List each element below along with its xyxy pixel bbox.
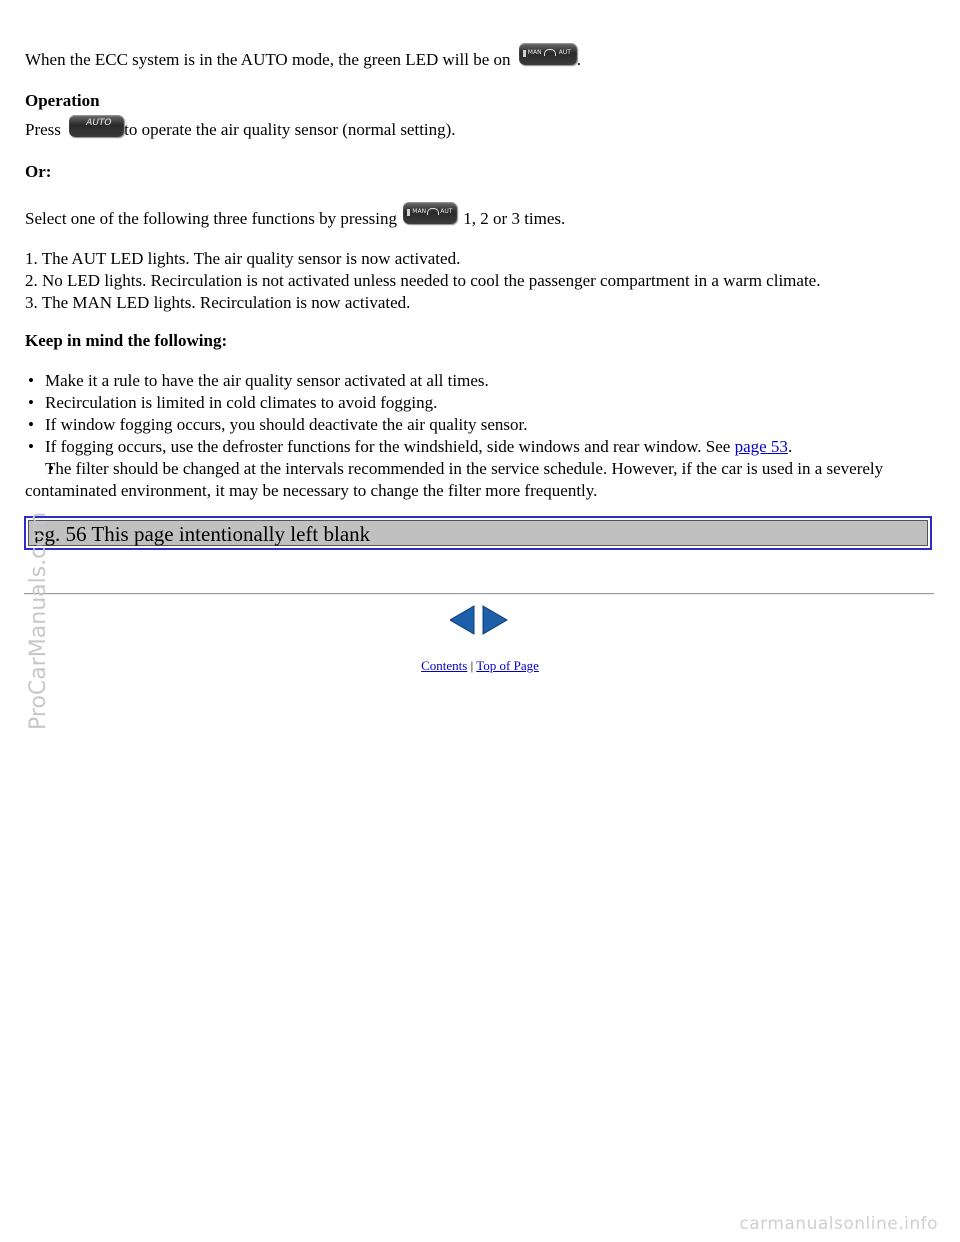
blank-page-text: pg. 56 This page intentionally left blank — [28, 520, 928, 546]
blank-page-banner — [24, 516, 932, 550]
man-aut-button-icon: MAN AUT — [519, 43, 577, 65]
page-53-link[interactable]: page 53 — [734, 437, 788, 456]
list-item: • If window fogging occurs, you should deactivate the air quality sensor. — [25, 414, 935, 436]
auto-button-icon: AUTO — [69, 115, 124, 137]
site-brand: carmanualsonline.info — [739, 1214, 938, 1234]
step-item: 1. The AUT LED lights. The air quality sensor is now activated. — [25, 249, 461, 268]
list-item: • Make it a rule to have the air quality sensor activated at all times. — [25, 370, 935, 392]
intro-paragraph: When the ECC system is in the AUTO mode, the green LED will be on MAN AUT . — [25, 49, 581, 71]
top-of-page-link[interactable]: Top of Page — [476, 658, 539, 673]
or-heading: Or: — [25, 162, 52, 181]
press-paragraph: Press AUTO to operate the air quality sensor (normal setting). — [25, 119, 456, 141]
divider — [24, 593, 934, 595]
contents-link[interactable]: Contents — [421, 658, 468, 673]
man-aut-button-icon: MAN AUT — [403, 202, 457, 224]
keep-in-mind-heading: Keep in mind the following: — [25, 331, 228, 350]
footer-separator: | — [470, 658, 474, 673]
footer-links — [0, 655, 960, 677]
previous-page-arrow-icon[interactable] — [450, 606, 474, 634]
page-navigation — [450, 605, 510, 635]
list-item: • The filter should be changed at the intervals recommended in the service schedule. However, if the car is used in a severely contaminated environment, it may be necessary to change the filter more frequently. — [25, 458, 935, 502]
list-item: • Recirculation is limited in cold climates to avoid fogging. — [25, 392, 935, 414]
watermark: ProCarManuals.com — [26, 511, 51, 730]
next-page-arrow-icon[interactable] — [483, 606, 507, 634]
step-item: 2. No LED lights. Recirculation is not activated unless needed to cool the passenger compartment in a warm climate. — [25, 271, 821, 290]
operation-heading: Operation — [25, 91, 100, 110]
list-item: • If fogging occurs, use the defroster functions for the windshield, side windows and rear window. See page 53. — [25, 436, 935, 458]
keep-in-mind-list — [25, 370, 935, 502]
intro-text: When the ECC system is in the AUTO mode, the green LED will be on — [25, 50, 511, 69]
select-paragraph: Select one of the following three functions by pressing MAN AUT 1, 2 or 3 times. — [25, 208, 565, 230]
step-item: 3. The MAN LED lights. Recirculation is now activated. — [25, 293, 411, 312]
steps-list — [25, 248, 935, 314]
